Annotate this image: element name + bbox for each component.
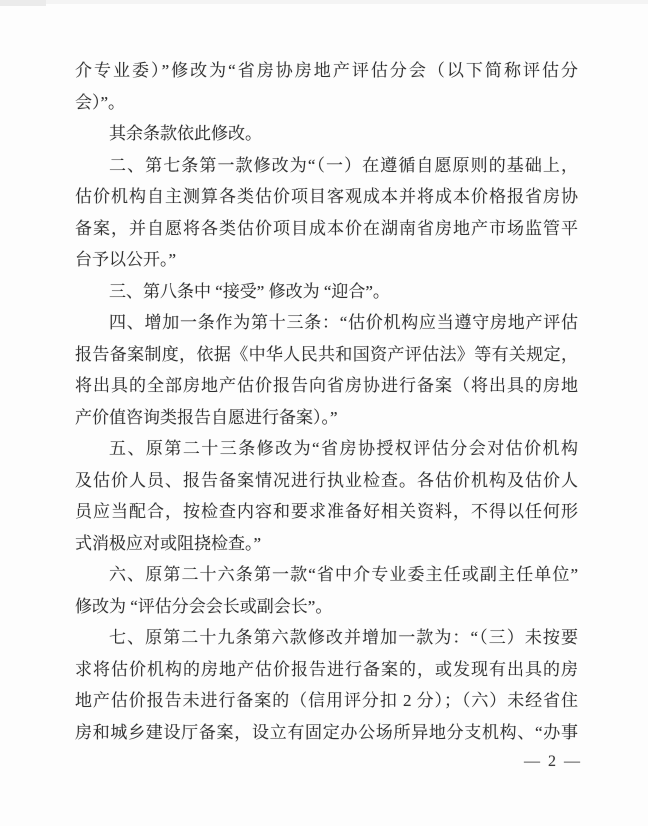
text-line: 五、原第二十三条修改为“省房协授权评估分会对估价机构 (109, 439, 578, 458)
text-line: 修改为 “评估分会会长或副会长”。 (75, 596, 333, 616)
text-line: 估价机构自主测算各类估价项目客观成本并将成本价格报省房协 (75, 187, 578, 206)
document-text-block (75, 55, 578, 748)
text-line: 会）”。 (75, 92, 126, 112)
text-line: 六、原第二十六条第一款“省中介专业委主任或副主任单位” (109, 565, 578, 584)
text-line: 式消极应对或阻挠检查。” (75, 533, 262, 553)
text-line: 介专业委）”修改为“省房协房地产评估分会（以下简称评估分 (75, 61, 578, 80)
text-line: 房和城乡建设厅备案，设立有固定办公场所异地分支机构、“办事 (75, 722, 578, 742)
text-line: 四、增加一条作为第十三条：“估价机构应当遵守房地产评估 (109, 313, 578, 332)
page-number: — 2 — (524, 753, 582, 770)
text-line: 其余条款依此修改。 (109, 124, 262, 143)
text-line: 报告备案制度，依据《中华人民共和国资产评估法》等有关规定， (75, 344, 578, 364)
text-line: 三、第八条中 “接受” 修改为 “迎合”。 (109, 281, 390, 301)
text-line: 将出具的全部房地产估价报告向省房协进行备案（将出具的房地 (75, 376, 578, 395)
text-line: 地产估价报告未进行备案的（信用评分扣 2 分）；（六）未经省住 (75, 691, 578, 710)
text-line: 二、第七条第一款修改为“（一）在遵循自愿原则的基础上， (109, 155, 578, 175)
text-line: 七、原第二十九条第六款修改并增加一款为：“（三）未按要 (109, 628, 578, 647)
text-line: 求将估价机构的房地产估价报告进行备案的，或发现有出具的房 (75, 659, 578, 679)
text-line: 员应当配合，按检查内容和要求准备好相关资料，不得以任何形 (75, 502, 578, 521)
text-line: 台予以公开。” (75, 250, 177, 269)
text-line: 备案，并自愿将各类估价项目成本价在湖南省房地产市场监管平 (75, 218, 578, 238)
text-line: 及估价人员、报告备案情况进行执业检查。各估价机构及估价人 (75, 470, 578, 490)
scan-artifact-top-strip (0, 0, 648, 4)
text-line: 产价值咨询类报告自愿进行备案）。” (75, 407, 338, 427)
scan-artifact-corner (0, 0, 46, 6)
